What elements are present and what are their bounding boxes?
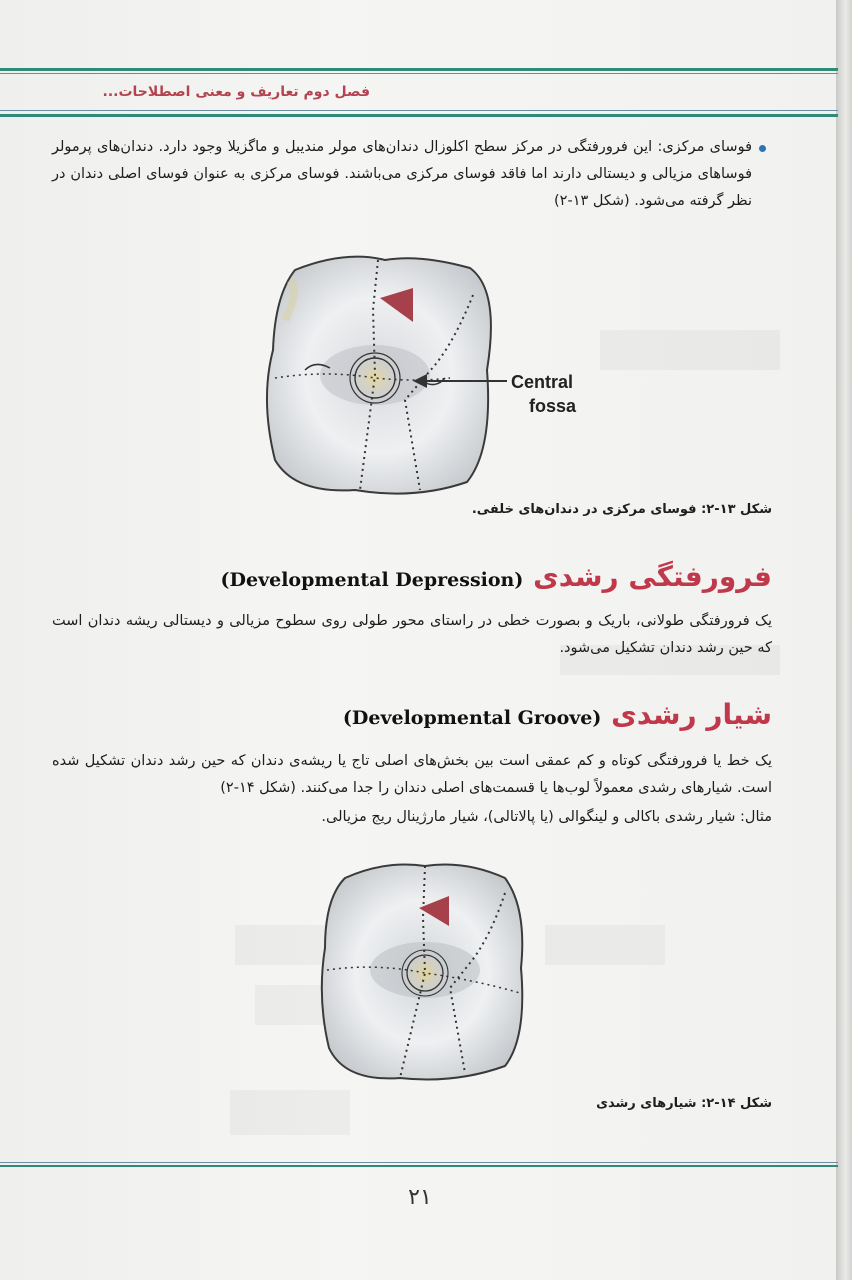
heading-english: (Developmental Depression) <box>220 569 524 591</box>
bullet-icon <box>759 145 766 152</box>
central-fossa-figure <box>255 250 600 505</box>
page-number: ۲۱ <box>408 1185 432 1210</box>
book-spine <box>836 0 852 1280</box>
running-head: فصل دوم تعاریف و معنی اصطلاحات... <box>102 84 370 100</box>
footer-rule <box>0 1165 838 1167</box>
heading-persian: شیار رشدی <box>611 698 772 731</box>
bleed-through-block <box>545 925 665 965</box>
developmental-depression-paragraph: یک فرورفتگی طولانی، باریک و بصورت خطی در راستای محور طولی روی سطوح مزیالی و دیستالی ریشه دندان است که حین رشد دندان تشکیل می‌شود. <box>52 613 772 656</box>
heading-english: (Developmental Groove) <box>342 707 602 729</box>
bleed-through-block <box>230 1090 350 1135</box>
figure-2-14-caption: شکل ۱۴-۲: شیارهای رشدی <box>596 1096 772 1111</box>
figure-label-fossa: fossa <box>529 396 577 416</box>
header-rule-bottom <box>0 114 838 117</box>
developmental-depression-heading <box>221 560 772 593</box>
developmental-groove-example: مثال: شیار رشدی باکالی و لینگوالی (یا پالاتالی)، شیار مارژینال ریج مزیالی. <box>321 809 772 825</box>
developmental-grooves-figure <box>315 858 535 1086</box>
developmental-groove-paragraph: یک خط یا فرورفتگی کوتاه و کم عمقی است بین بخش‌های اصلی تاج یا ریشه‌ی دندان که حین رشد دندان تشکیل شده است. شیارهای رشدی معمولاً لوب‌ها یا قسمت‌های اصلی دندان را جدا می‌کنند. (شکل ۱۴-۲) <box>52 753 772 796</box>
heading-persian: فرورفتگی رشدی <box>533 560 772 593</box>
bleed-through-block <box>600 330 780 370</box>
figure-2-13-caption: شکل ۱۳-۲: فوسای مرکزی در دندان‌های خلفی. <box>471 502 772 517</box>
header-rule-top-thin <box>0 73 838 74</box>
header-rule-bottom-thin <box>0 110 838 111</box>
developmental-groove-heading <box>343 698 772 731</box>
header-rule-top <box>0 68 838 71</box>
footer-rule-thin <box>0 1162 838 1163</box>
central-fossa-paragraph: فوسای مرکزی: این فرورفتگی در مرکز سطح اکلوزال دندان‌های مولر مندیبل و ماگزیلا وجود دارد. دندان‌های پرمولر فوساهای مزیالی و دیستالی دارند اما فاقد فوسای مرکزی می‌باشند. فوسای مرکزی به عنوان فوسای اصلی دندان در نظر گرفته می‌شود. (شکل ۱۳-۲) <box>52 139 752 209</box>
figure-label-central: Central <box>511 372 574 392</box>
